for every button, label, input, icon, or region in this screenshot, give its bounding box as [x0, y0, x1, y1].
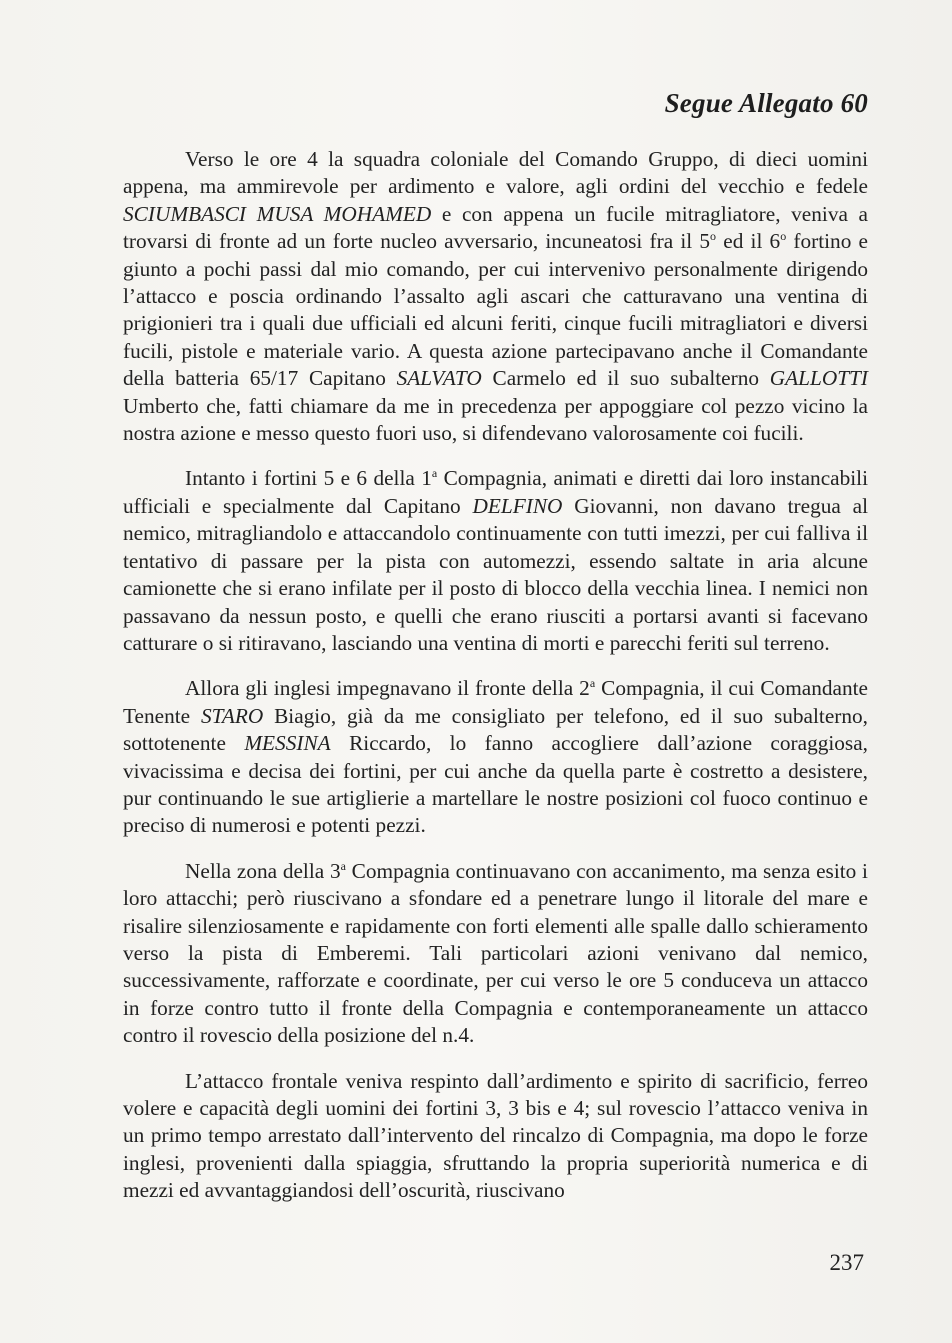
- text-run: Compagnia, animati e diretti dai loro instancabili ufficiali e specialmente dal Capitano: [123, 466, 869, 518]
- text-run: Compagnia continuavano con accanimento, ma senza esito i loro attacchi; però riuscivano a sfondare ed a penetrare lungo il litorale del mare e risalire silenziosamente e rapidamente con forti elementi alle spalle dallo schieramento verso la pista di Emberemi. Tali particolari azioni venivano dal nemico, successivamente, rafforzate e coordinate, per cui verso le ore 5 conduceva un attacco in forze contro tutto il fronte della Compagnia e contemporaneamente un attacco contro il rovescio della posizione del n.4.: [123, 858, 868, 1048]
- text-run: ed il 6: [716, 229, 781, 254]
- proper-name: GALLOTTI: [769, 366, 868, 391]
- proper-name: SCIUMBASCI MUSA MOHAMED: [123, 201, 432, 226]
- page-number: 237: [829, 1250, 864, 1275]
- text-run: Umberto che, fatti chiamare da me in precedenza per appoggiare col pezzo vicino la nostra azione e messo questo fuori uso, si difendevano valorosamente coi fucili.: [123, 393, 868, 446]
- text-run: Riccardo, lo fanno accogliere dall’azione coraggiosa, vivacissima e decisa dei fortini, per cui anche da quella parte è costretto a desistere, pur continuando le sue artiglierie a martellare le nostre posizioni col fuoco continuo e preciso di numerosi e potenti pezzi.: [123, 731, 868, 838]
- paragraph: [123, 858, 868, 1050]
- text-run: fortino e giunto a pochi passi dal mio comando, per cui intervenivo personalmente dirigendo l’attacco e poscia ordinando l’assalto agli ascari che catturavano una ventina di prigionieri tra i quali due ufficiali ed alcuni feriti, cinque fucili mitragliatori e diversi fucili, pistole e materiale vario. A questa azione partecipavano anche il Comandante della batteria 65/17 Capitano: [123, 229, 868, 391]
- text-run: Nella zona della 3: [185, 858, 341, 883]
- text-run: Intanto i fortini 5 e 6 della 1: [185, 466, 432, 491]
- paragraph: [123, 675, 868, 839]
- superscript: o: [780, 229, 787, 244]
- proper-name: DELFINO: [472, 493, 563, 518]
- text-run: Carmelo ed il suo subalterno: [481, 366, 770, 391]
- proper-name: MESSINA: [244, 731, 331, 756]
- body-text: [123, 146, 868, 1223]
- superscript: o: [710, 229, 717, 244]
- proper-name: SALVATO: [396, 366, 482, 391]
- text-run: Allora gli inglesi impegnavano il fronte della 2: [185, 676, 590, 701]
- text-run: Biagio, già da me consigliato per telefono, ed il suo subalterno, sottotenente: [123, 703, 868, 756]
- text-run: Compagnia, il cui Comandante Tenente: [123, 676, 868, 728]
- superscript: a: [431, 466, 438, 481]
- running-header: Segue Allegato 60: [664, 88, 868, 118]
- superscript: a: [340, 858, 346, 873]
- paragraph: [123, 1068, 868, 1205]
- proper-name: STARO: [200, 703, 264, 728]
- superscript: a: [589, 676, 596, 691]
- paragraph: [123, 465, 868, 657]
- text-run: L’attacco frontale veniva respinto dall’ardimento e spirito di sacrificio, ferreo volere e capacità degli uomini dei fortini 3, 3 bis e 4; sul rovescio l’attacco veniva in un primo tempo arrestato dall’intervento del rincalzo di Compagnia, ma dopo le forze inglesi, provenienti dalla spiaggia, sfruttando la propria superiorità numerica e di mezzi ed avvantaggiandosi dell’oscurità, riuscivano: [123, 1068, 868, 1203]
- paragraph: [123, 146, 868, 447]
- text-run: Verso le ore 4 la squadra coloniale del Comando Gruppo, di dieci uomini appena, ma ammirevole per ardimento e valore, agli ordini del vecchio e fedele: [123, 147, 868, 199]
- text-run: e con appena un fucile mitragliatore, veniva a trovarsi di fronte ad un forte nucleo avversario, incuneatosi fra il 5: [123, 201, 868, 254]
- text-run: Giovanni, non davano tregua al nemico, mitragliandolo e attaccandolo continuamente con tutti imezzi, per cui falliva il tentativo di passare per la pista con automezzi, essendo saltate in aria alcune camionette che si erano infilate per il posto di blocco della vecchia linea. I nemici non passavano da nessun posto, e quelli che erano riusciti a portarsi avanti si facevano catturare o si ritiravano, lasciando una ventina di morti e parecchi feriti sul terreno.: [123, 493, 869, 655]
